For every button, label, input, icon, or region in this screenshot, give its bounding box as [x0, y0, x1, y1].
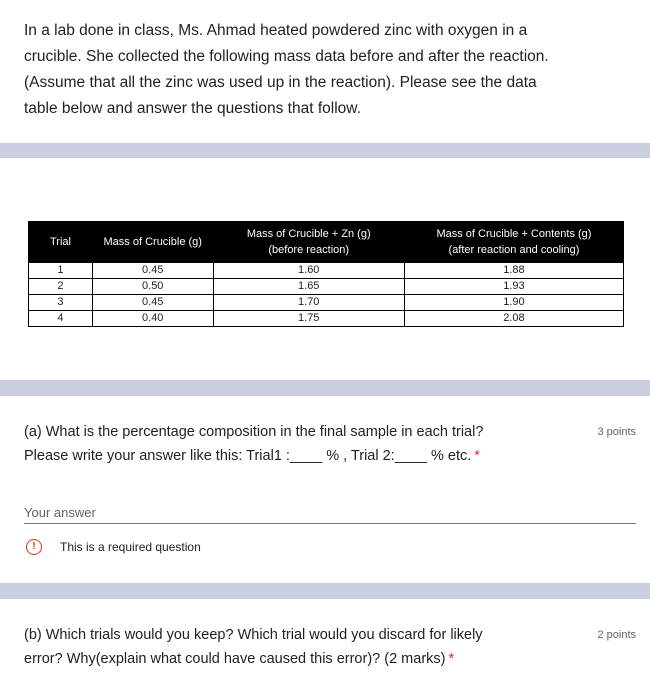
question-b-line2-wrap — [24, 647, 584, 671]
question-b-title — [24, 623, 584, 671]
question-b-line1: (b) Which trials would you keep? Which trial would you discard for likely — [24, 627, 483, 643]
table-row — [29, 295, 624, 311]
header-crucible-mass: Mass of Crucible (g) — [92, 222, 213, 263]
question-a-title — [24, 420, 584, 468]
required-asterisk: * — [474, 448, 480, 464]
question-a-line2-wrap — [24, 444, 584, 468]
question-a-line1: (a) What is the percentage composition in the final sample in each trial? — [24, 424, 484, 440]
cell-crucible: 0.40 — [92, 311, 213, 327]
cell-before: 1.60 — [213, 263, 404, 279]
answer-input[interactable]: Your answer — [24, 505, 96, 520]
intro-text — [24, 18, 634, 122]
mass-data-table — [28, 221, 624, 327]
answer-input-underline — [24, 523, 636, 524]
cell-after: 2.08 — [404, 311, 623, 327]
error-icon: ! — [26, 539, 42, 555]
header-trial: Trial — [29, 222, 93, 263]
header-before-line2: (before reaction) — [268, 244, 350, 256]
header-after-line2: (after reaction and cooling) — [448, 244, 580, 256]
section-divider-band — [0, 583, 650, 599]
cell-trial: 4 — [29, 311, 93, 327]
data-table — [28, 221, 624, 327]
section-divider-band — [0, 143, 650, 158]
cell-after: 1.88 — [404, 263, 623, 279]
header-before-line1: Mass of Crucible + Zn (g) — [246, 228, 371, 240]
cell-trial: 2 — [29, 279, 93, 295]
cell-trial: 3 — [29, 295, 93, 311]
error-text: This is a required question — [60, 540, 201, 554]
question-b-line2: error? Why(explain what could have caused this error)? (2 marks) — [24, 651, 446, 667]
intro-line-4: table below and answer the questions that follow. — [24, 100, 361, 117]
cell-crucible: 0.45 — [92, 263, 213, 279]
cell-crucible: 0.50 — [92, 279, 213, 295]
cell-after: 1.90 — [404, 295, 623, 311]
intro-line-2: crucible. She collected the following mass data before and after the reaction. — [24, 48, 549, 65]
header-after-line1: Mass of Crucible + Contents (g) — [436, 228, 592, 240]
required-error — [26, 538, 201, 556]
required-asterisk: * — [448, 651, 455, 667]
header-before-reaction — [213, 222, 404, 263]
cell-before: 1.70 — [213, 295, 404, 311]
cell-before: 1.65 — [213, 279, 404, 295]
question-b-points: 2 points — [597, 629, 636, 641]
table-header-row — [29, 222, 624, 263]
intro-line-1: In a lab done in class, Ms. Ahmad heated powdered zinc with oxygen in a — [24, 22, 528, 39]
cell-after: 1.93 — [404, 279, 623, 295]
intro-line-3: (Assume that all the zinc was used up in the reaction). Please see the data — [24, 74, 537, 91]
table-row — [29, 263, 624, 279]
cell-trial: 1 — [29, 263, 93, 279]
table-row — [29, 311, 624, 327]
header-after-reaction — [404, 222, 623, 263]
table-row — [29, 279, 624, 295]
section-divider-band — [0, 380, 650, 396]
question-a-line2: Please write your answer like this: Trial1 :____ % , Trial 2:____ % etc. — [24, 448, 472, 464]
cell-before: 1.75 — [213, 311, 404, 327]
cell-crucible: 0.45 — [92, 295, 213, 311]
question-a-points: 3 points — [597, 426, 636, 438]
